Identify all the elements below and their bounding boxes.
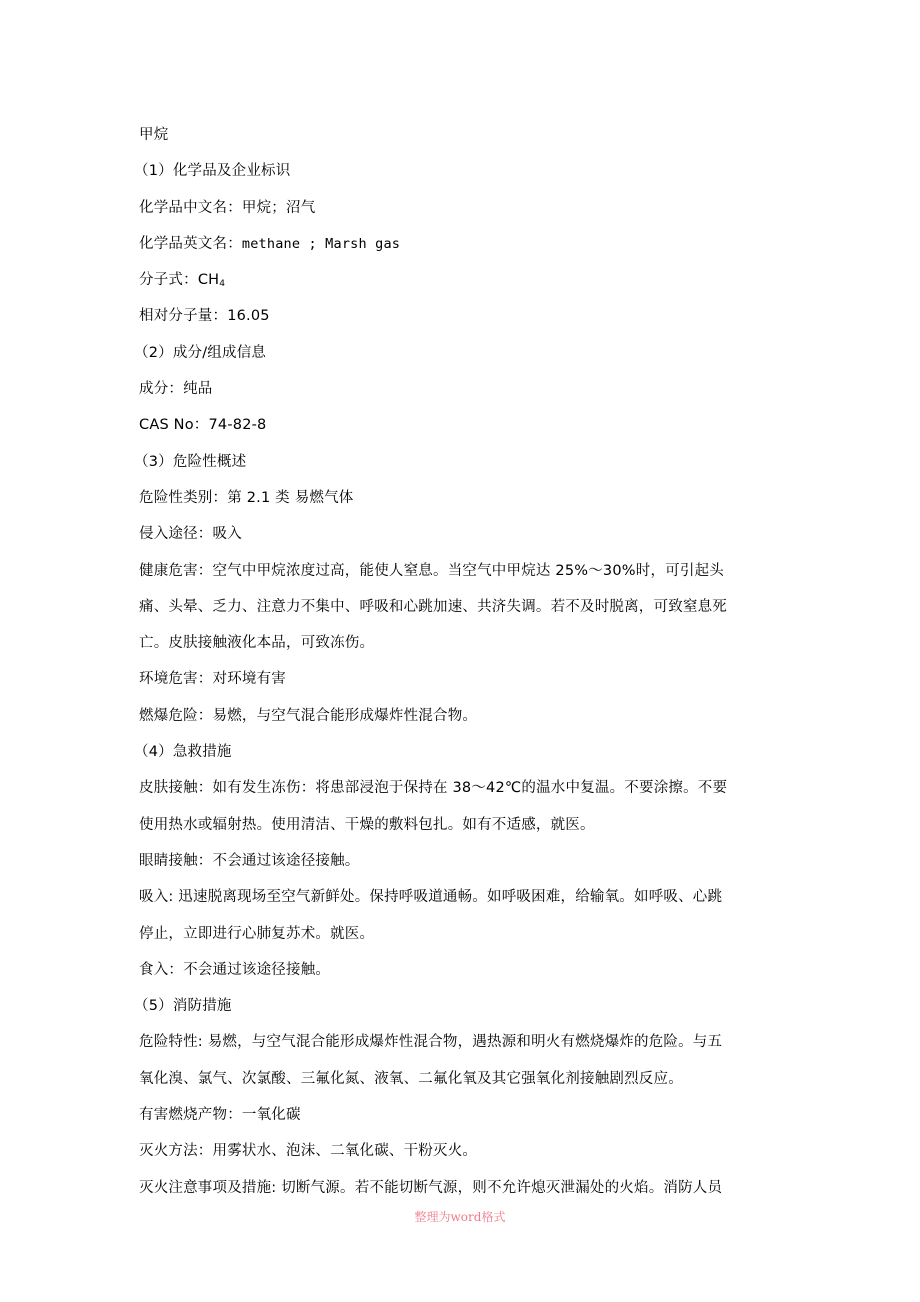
field-value: 易燃，与空气混合能形成爆炸性混合物。 [212, 707, 478, 724]
document-title: 甲烷 [139, 127, 169, 143]
field-value: 吸入 [212, 526, 242, 543]
paragraph-firefighting-precautions [139, 1170, 789, 1206]
page-footer: 整理为word格式 [414, 1210, 506, 1224]
text-row: 吸入: 迅速脱离现场至空气新鲜处。保持呼吸道通畅。如呼吸困难，给输氧。如呼吸、心跳 [139, 889, 723, 906]
field-value: 用雾状水、泡沫、二氧化碳、干粉灭火。 [212, 1143, 478, 1160]
field-explosion-hazard [139, 698, 789, 734]
field-label: 分子式： [139, 272, 198, 289]
field-label: 相对分子量： [139, 308, 228, 325]
section-heading-composition: （2）成分/组成信息 [134, 344, 267, 361]
formula-subscript: 4 [219, 279, 226, 290]
field-label: 燃爆危险： [139, 707, 213, 724]
field-value: 一氧化碳 [241, 1107, 301, 1124]
text-row: 皮肤接触：如有发生冻伤：将患部浸泡于保持在 38～42℃的温水中复温。不要涂擦。不要 [139, 780, 728, 797]
paragraph-hazard-characteristics [139, 1024, 789, 1097]
field-composition [139, 371, 789, 407]
field-label: 化学品英文名： [139, 235, 242, 252]
field-label: 食入： [139, 961, 184, 978]
field-environmental-hazard [139, 661, 789, 697]
field-label: 环境危害： [139, 671, 213, 688]
field-value: 对环境有害 [212, 671, 286, 688]
field-value: 第 2.1 类 易燃气体 [227, 489, 354, 506]
text-row: 痛、头晕、乏力、注意力不集中、呼吸和心跳加速、共济失调。若不及时脱离，可致窒息死 [139, 598, 727, 615]
section-heading-hazards: （3）危险性概述 [134, 453, 247, 470]
text-row: 健康危害：空气中甲烷浓度过高，能使人窒息。当空气中甲烷达 25%～30%时，可引起头 [139, 562, 724, 579]
field-label: 眼睛接触： [139, 852, 213, 869]
field-value: 甲烷；沼气 [241, 199, 316, 216]
field-label: 侵入途径： [139, 526, 213, 543]
text-row: 危险特性: 易燃，与空气混合能形成爆炸性混合物，遇热源和明火有燃烧爆炸的危险。与五 [139, 1034, 723, 1051]
field-label: 危险性类别： [139, 489, 228, 506]
paragraph-health-hazard [139, 553, 789, 662]
field-molecular-weight [139, 298, 789, 334]
field-value: CH [197, 272, 220, 289]
field-label: CAS No： [139, 417, 209, 434]
document-body [134, 117, 789, 1206]
text-row: 灭火注意事项及措施: 切断气源。若不能切断气源，则不允许熄灭泄漏处的火焰。消防人员 [139, 1179, 723, 1196]
paragraph-skin-contact [139, 770, 789, 843]
field-english-name [139, 226, 789, 262]
field-hazard-class [139, 480, 789, 516]
field-value: 纯品 [183, 381, 213, 398]
text-row: 亡。皮肤接触液化本品，可致冻伤。 [139, 635, 375, 652]
text-row: 停止，立即进行心肺复苏术。就医。 [139, 925, 375, 942]
field-extinguishing-method [139, 1133, 789, 1169]
text-row: 使用热水或辐射热。使用清洁、干燥的敷料包扎。如有不适感，就医。 [139, 816, 595, 833]
field-value: 16.05 [227, 308, 270, 325]
field-cas-number [139, 407, 789, 443]
field-exposure-route [139, 516, 789, 552]
paragraph-inhalation [139, 879, 789, 952]
field-label: 有害燃烧产物： [139, 1107, 242, 1124]
field-value: 74-82-8 [208, 417, 267, 434]
field-label: 成分： [139, 381, 184, 398]
field-molecular-formula [139, 262, 789, 298]
section-heading-first-aid: （4）急救措施 [134, 744, 232, 761]
field-eye-contact [139, 843, 789, 879]
field-label: 化学品中文名： [139, 199, 242, 216]
field-value: methane ; Marsh gas [241, 235, 401, 252]
text-row: 氧化溴、氯气、次氯酸、三氟化氮、液氧、二氟化氧及其它强氧化剂接触剧烈反应。 [139, 1070, 683, 1087]
section-heading-firefighting: （5）消防措施 [134, 998, 232, 1015]
section-heading-identification: （1）化学品及企业标识 [134, 163, 291, 180]
field-value: 不会通过该途径接触。 [183, 961, 331, 978]
field-combustion-products [139, 1097, 789, 1133]
field-value: 不会通过该途径接触。 [212, 852, 360, 869]
field-label: 灭火方法： [139, 1143, 213, 1160]
field-chinese-name [139, 190, 789, 226]
field-ingestion [139, 952, 789, 988]
